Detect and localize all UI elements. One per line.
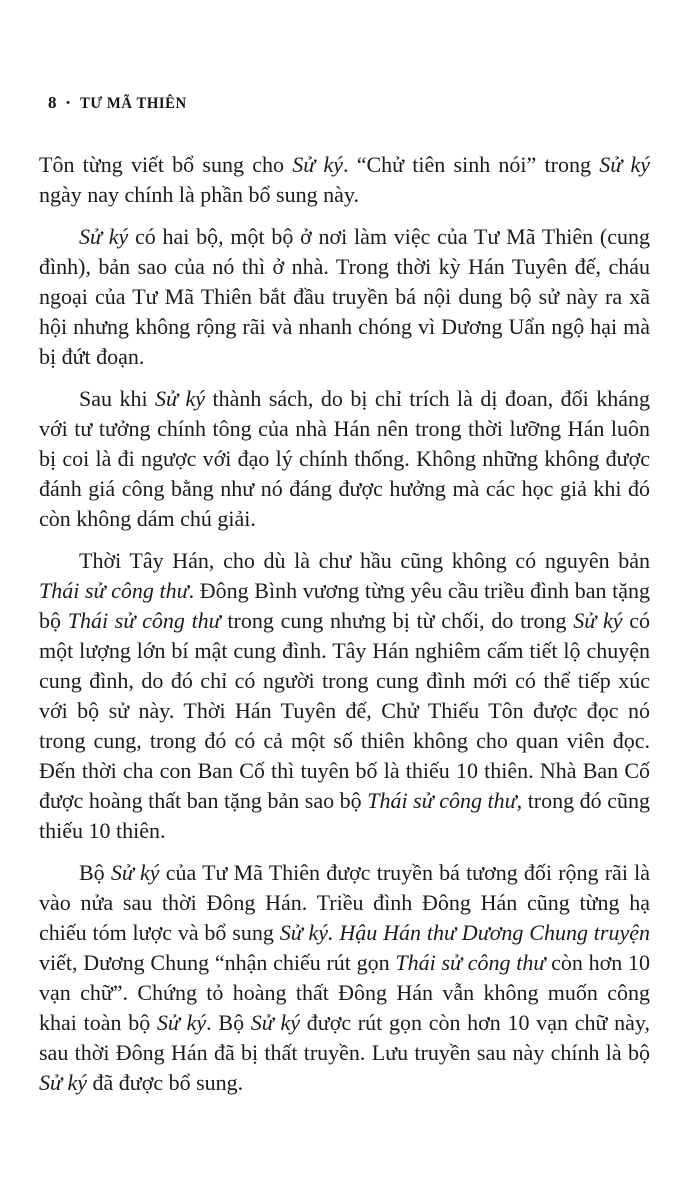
text-run: được rút gọn còn hơn 10 vạn chữ này, sau thời Đông Hán đã bị thất truyền. Lưu truyền sau này chính là bộ (39, 1010, 650, 1065)
text-run: viết, Dương Chung “nhận chiếu rút gọn (39, 950, 396, 975)
text-run: đã được bổ sung. (87, 1070, 244, 1095)
text-run: Bộ (79, 860, 111, 885)
text-run: ngày nay chính là phần bổ sung này. (39, 182, 359, 207)
text-run: Sau khi (79, 386, 156, 411)
book-title-italic: Sử ký (110, 860, 160, 885)
book-title-italic: Thái sử công thư (67, 608, 221, 633)
book-title-italic: Sử ký (573, 608, 623, 633)
book-title-italic: Sử ký (155, 386, 206, 411)
text-run: Thời Tây Hán, cho dù là chư hầu cũng không có nguyên bản (79, 548, 650, 573)
book-title-italic: Thái sử công thư, (367, 788, 523, 813)
paragraph (39, 150, 650, 210)
text-run: trong đó cũng thiếu 10 thiên. (39, 788, 650, 843)
bullet-separator-icon: • (66, 97, 71, 109)
book-title-italic: Sử ký (599, 152, 650, 177)
text-run: . Đông Bình vương từng yêu cầu triều đình ban tặng bộ (39, 578, 650, 633)
text-run: Tôn từng viết bổ sung cho (39, 152, 293, 177)
book-title-italic: Sử ký. Hậu Hán thư Dương Chung truyện (279, 920, 650, 945)
text-run: có một lượng lớn bí mật cung đình. Tây Hán nghiêm cấm tiết lộ chuyện cung đình, do đó chỉ có người trong cung đình mới có thể tiếp xúc với bộ sử này. Thời Hán Tuyên đế, Chử Thiếu Tôn được đọc nó trong cung, trong đó có cả một số thiên không cho quan viên đọc. Đến thời cha con Ban Cố thì tuyên bố là thiếu 10 thiên. Nhà Ban Cố được hoàng thất ban tặng bản sao bộ (39, 608, 651, 813)
book-title-italic: Thái sử công thư (39, 578, 189, 603)
paragraph (39, 858, 650, 1098)
text-run: thành sách, do bị chỉ trích là dị đoan, đối kháng với tư tưởng chính tông của nhà Hán nên trong thời lưỡng Hán luôn bị coi là đi ngược với đạo lý chính thống. Không những không được đánh giá công bằng như nó đáng được hưởng mà các học giả khi đó còn không dám chú giải. (39, 386, 651, 531)
text-run: có hai bộ, một bộ ở nơi làm việc của Tư Mã Thiên (cung đình), bản sao của nó thì ở nhà. Trong thời kỳ Hán Tuyên đế, cháu ngoại của Tư Mã Thiên bắt đầu truyền bá nội dung bộ sử này ra xã hội nhưng không rộng rãi và nhanh chóng vì Dương Uẩn ngộ hại mà bị đứt đoạn. (39, 224, 650, 369)
paragraph (39, 384, 650, 534)
text-run: . Bộ (206, 1010, 251, 1035)
text-run: . “Chử tiên sinh nói” trong (342, 152, 600, 177)
page-header (48, 93, 196, 113)
page-number: 8 (48, 93, 58, 112)
book-title-italic: Thái sử công thư (395, 950, 546, 975)
text-run: còn hơn 10 vạn chữ”. Chứng tỏ hoàng thất Đông Hán vẫn không muốn công khai toàn bộ (39, 950, 650, 1035)
book-title-italic: Sử ký (39, 1070, 88, 1095)
text-run: của Tư Mã Thiên được truyền bá tương đối rộng rãi là vào nửa sau thời Đông Hán. Triều đình Đông Hán cũng từng hạ chiếu tóm lược và bổ sung (39, 860, 650, 945)
paragraph (39, 222, 650, 372)
text-run: trong cung nhưng bị từ chối, do trong (220, 608, 574, 633)
book-title-italic: Sử ký (292, 152, 343, 177)
paragraph (39, 546, 650, 846)
book-title-italic: Sử ký (156, 1010, 207, 1035)
running-title: TƯ MÃ THIÊN (79, 95, 187, 112)
body-text (39, 150, 650, 1110)
book-title-italic: Sử ký (250, 1010, 301, 1035)
book-title-italic: Sử ký (79, 224, 129, 249)
